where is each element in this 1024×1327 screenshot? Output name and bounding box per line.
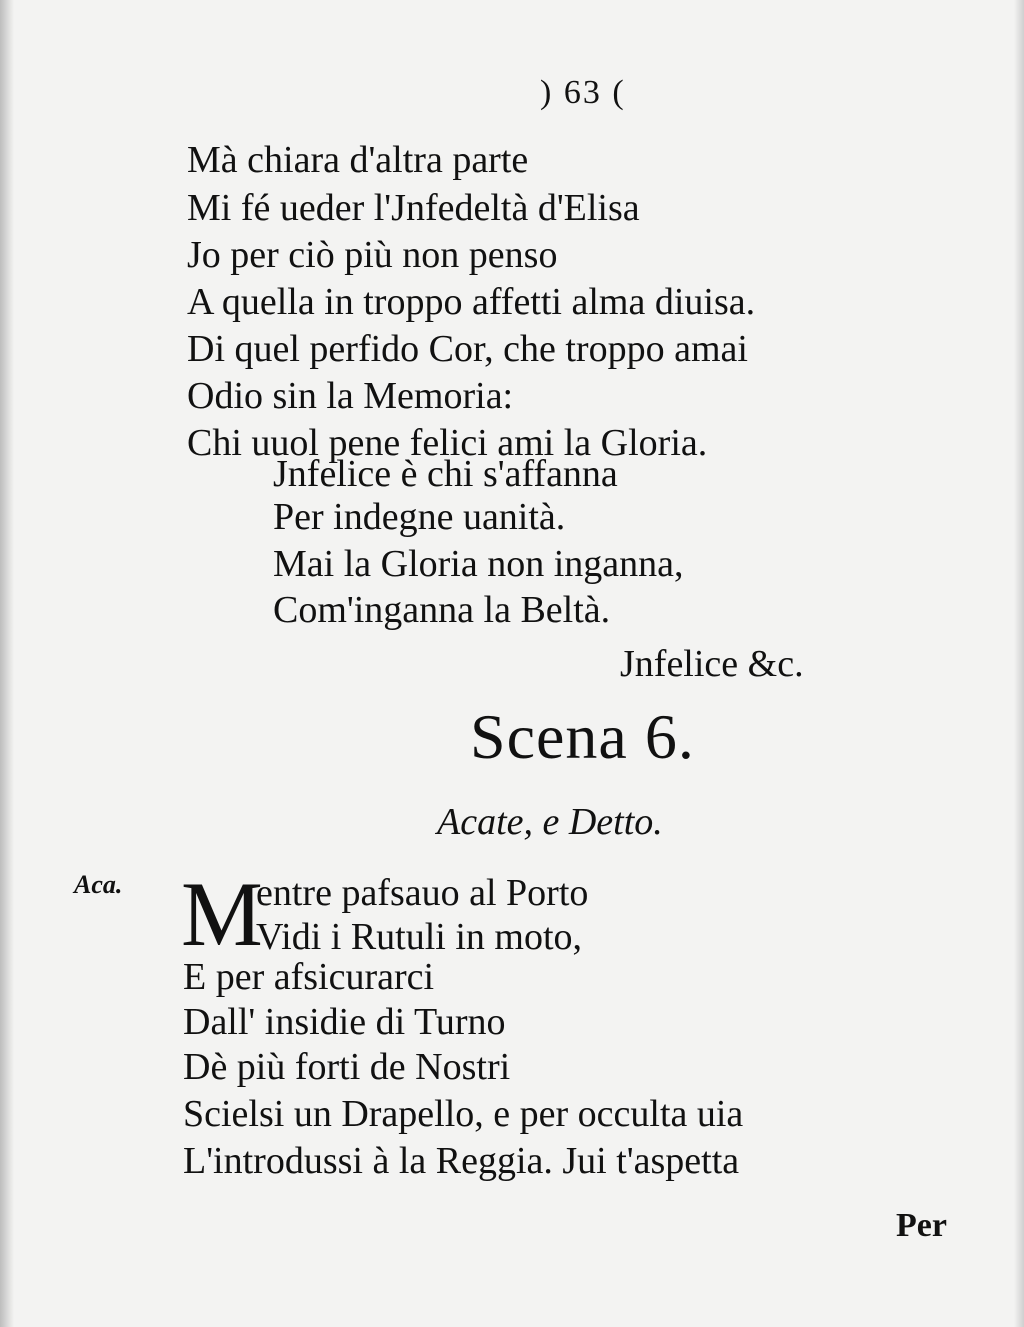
verse-line: Di quel perfido Cor, che troppo amai bbox=[187, 328, 748, 370]
verse-line: Mi fé ueder l'Jnfedeltà d'Elisa bbox=[187, 187, 640, 229]
scene-verse-line: Dè più forti de Nostri bbox=[183, 1046, 511, 1088]
verse-line: A quella in troppo affetti alma diuisa. bbox=[187, 281, 756, 323]
scene-verse-line: entre pafsauo al Porto bbox=[256, 872, 589, 914]
aria-line: Jnfelice è chi s'affanna bbox=[273, 453, 618, 495]
aria-line: Per indegne uanità. bbox=[273, 496, 566, 538]
scene-verse-line: Dall' insidie di Turno bbox=[183, 1001, 506, 1043]
drop-cap: M bbox=[181, 863, 263, 965]
verse-line: Jo per ciò più non penso bbox=[187, 234, 558, 276]
speaker-label: Aca. bbox=[74, 870, 123, 899]
scene-verse-line: Scielsi un Drapello, e per occulta uia bbox=[183, 1093, 744, 1135]
page-number: ) 63 ( bbox=[540, 74, 626, 111]
scene-verse-line: E per afsicurarci bbox=[183, 956, 435, 998]
aria-line: Mai la Gloria non inganna, bbox=[273, 543, 684, 585]
scene-title: Scena 6. bbox=[470, 701, 695, 772]
aria-refrain: Jnfelice &c. bbox=[620, 643, 804, 685]
catchword: Per bbox=[896, 1207, 947, 1244]
scene-verse-line: Vidi i Rutuli in moto, bbox=[256, 916, 583, 958]
scene-verse-line: L'introdussi à la Reggia. Jui t'aspetta bbox=[183, 1140, 740, 1182]
verse-line: Odio sin la Memoria: bbox=[187, 375, 514, 417]
verse-line: Chi uuol pene felici ami la Gloria. bbox=[187, 422, 708, 464]
verse-line: Mà chiara d'altra parte bbox=[187, 139, 529, 181]
characters-line: Acate, e Detto. bbox=[437, 801, 663, 843]
aria-line: Com'inganna la Beltà. bbox=[273, 589, 611, 631]
